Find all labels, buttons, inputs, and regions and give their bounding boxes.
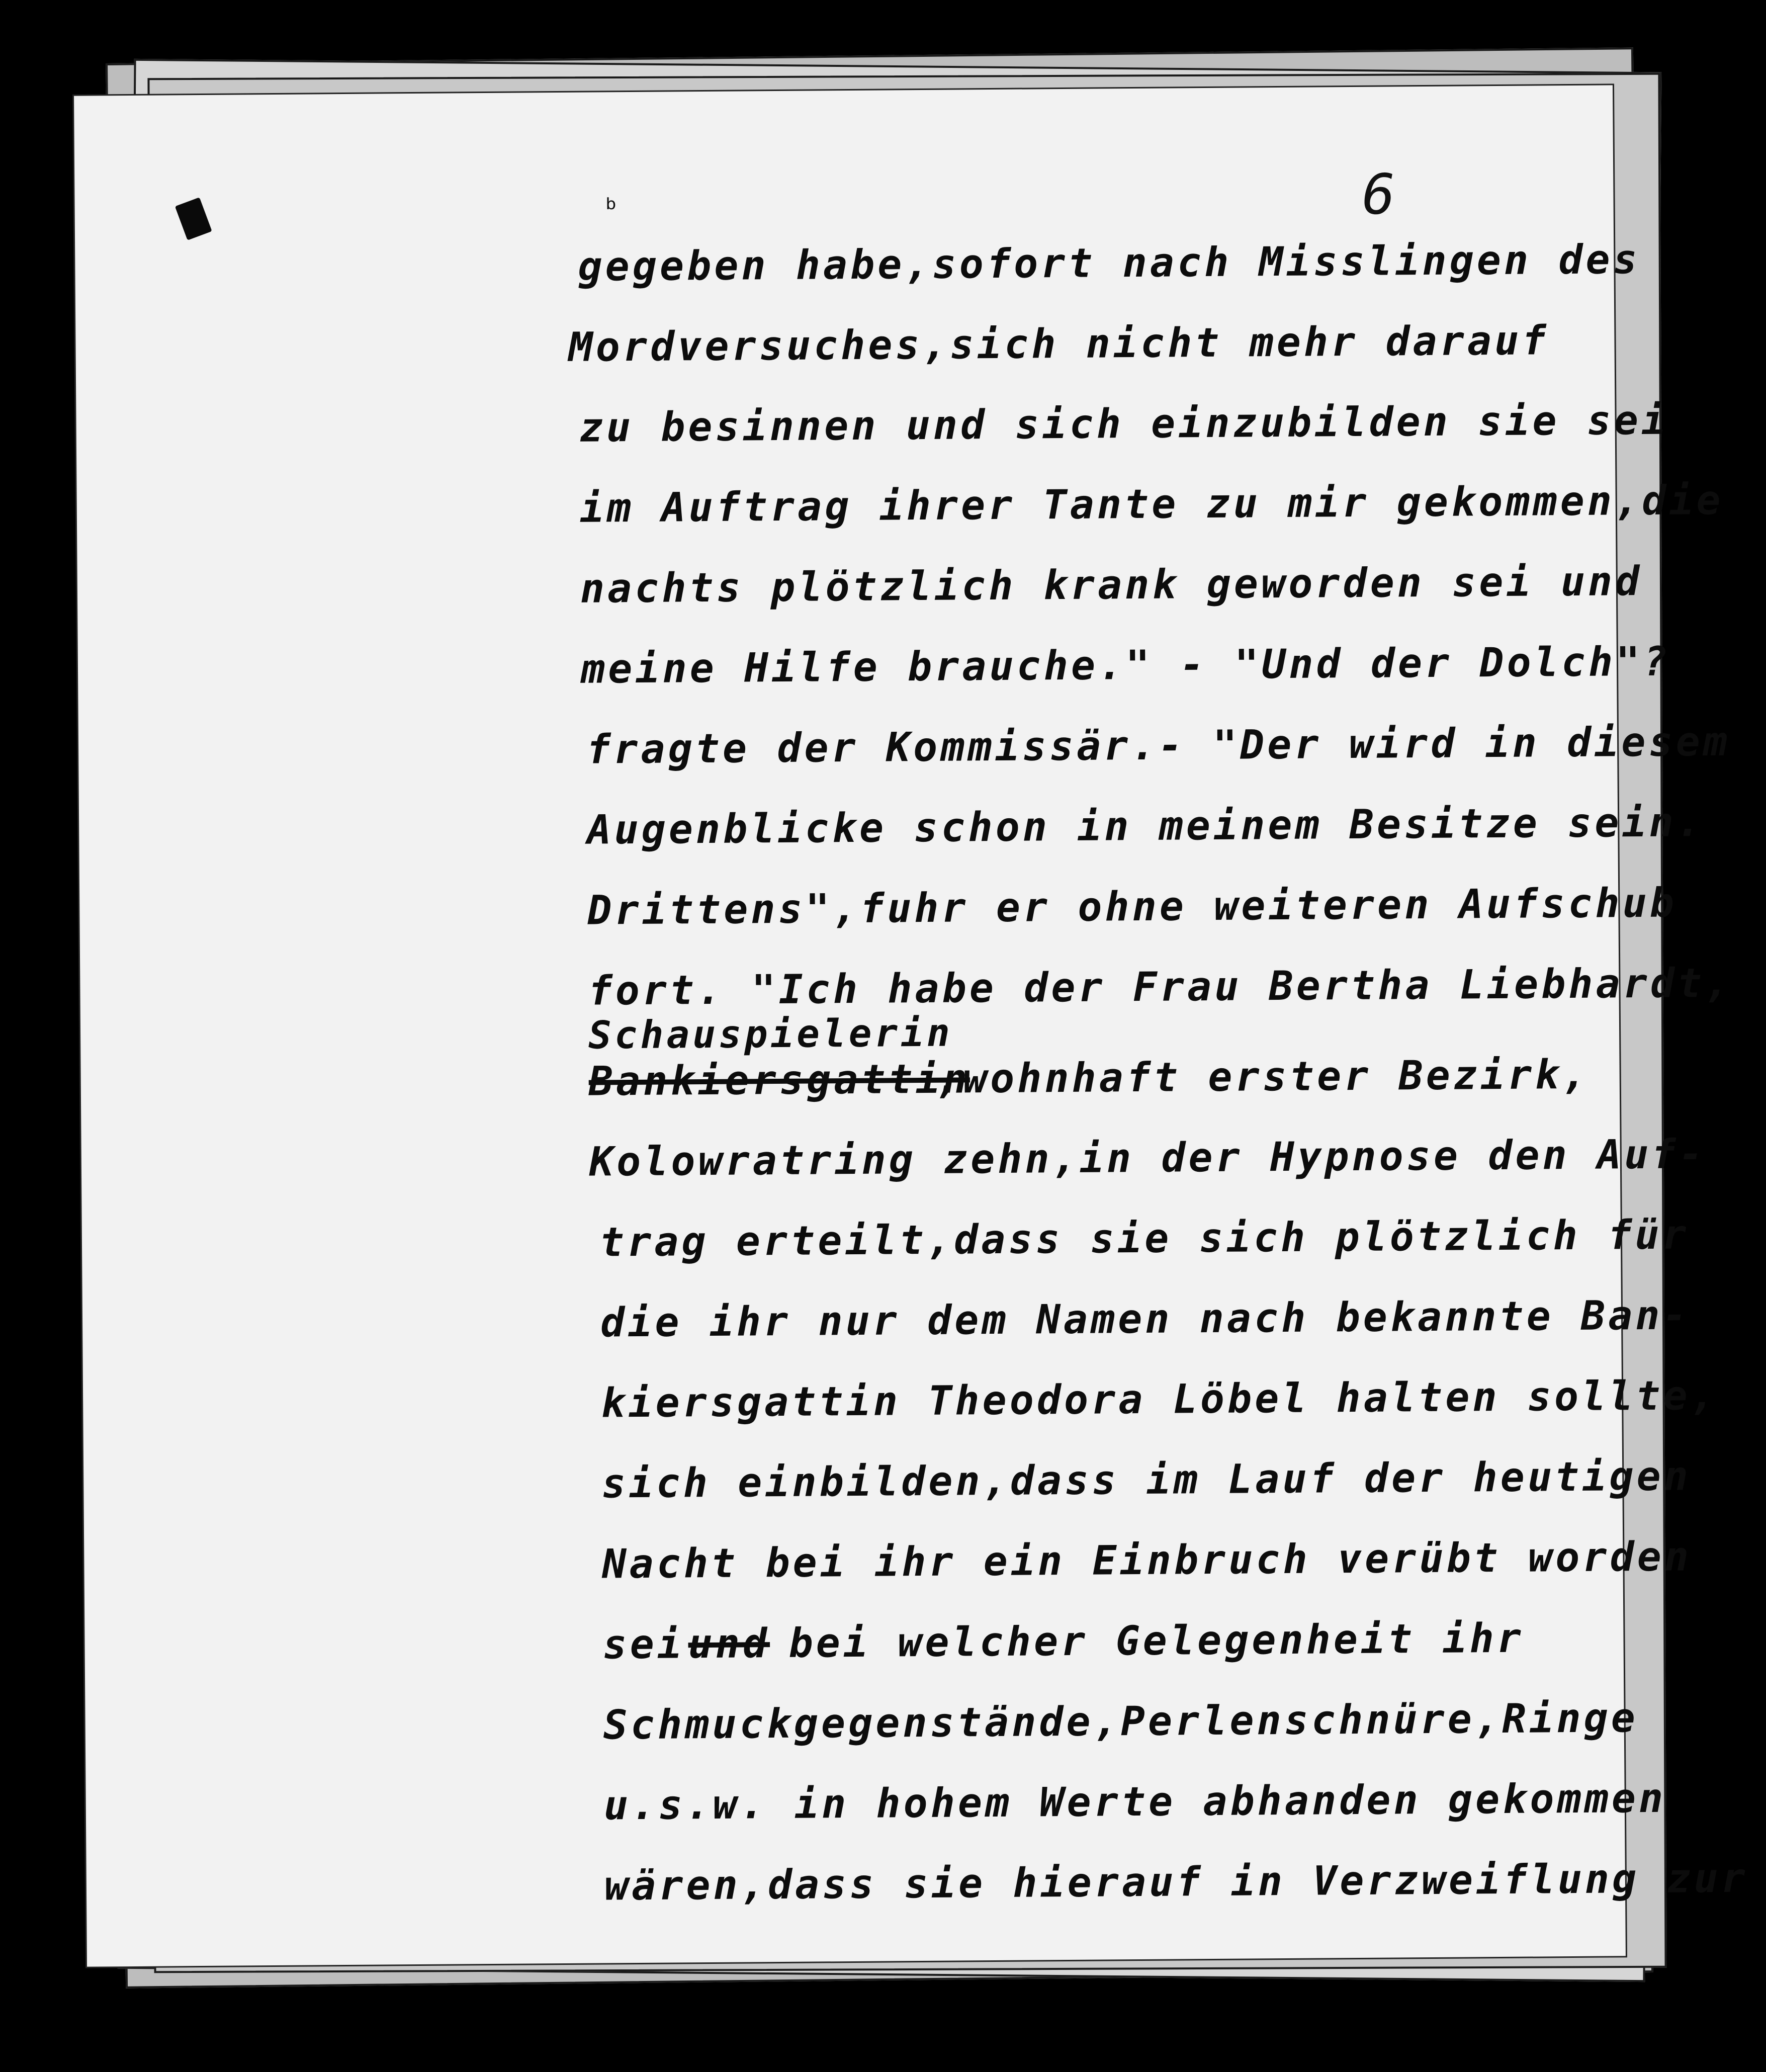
text-line: nachts plötzlich krank geworden sei und [580,557,1643,612]
struck-out-word: und [688,1620,770,1668]
text-line: ,wohnhaft erster Bezirk, [935,1051,1590,1102]
text-line: kiersgattin Theodora Löbel halten sollte, [600,1371,1718,1427]
text-line: Augenblicke schon in meinem Besitze sein. [586,799,1704,853]
handwritten-correction: Schauspielerin [588,1010,953,1058]
text-line: Schmuckgegenstände,Perlenschnüre,Ringe [603,1694,1639,1749]
text-line: Drittens",fuhr er ohne weiteren Aufschub [587,879,1677,934]
text-line: meine Hilfe brauche." - "Und der Dolch"? [580,638,1670,693]
text-line: Kolowratring zehn,in der Hypnose den Auf- [589,1131,1706,1185]
text-line: Mordversuches,sich nicht mehr darauf [568,317,1549,371]
text-line: die ihr nur dem Namen nach bekannte Ban- [600,1291,1690,1346]
struck-out-word: Bankiersgattin [588,1055,970,1105]
text-line: u.s.w. in hohem Werte abhanden gekommen [603,1774,1666,1829]
text-line: fort. "Ich habe der Frau Bertha Liebhardt, [588,959,1732,1014]
text-line: gegeben habe,sofort nach Misslingen des [578,235,1641,290]
body-text [74,85,1749,1966]
typewritten-page [74,85,1749,1966]
text-line: zu besinnen und sich einzubilden sie sei [579,396,1669,451]
text-line: im Auftrag ihrer Tante zu mir gekommen,die [579,476,1724,532]
text-line: wären,dass sie hierauf in Verzweiflung zur [604,1854,1749,1910]
text-line: Nacht bei ihr ein Einbruch verübt worden [602,1533,1692,1588]
corner-mark: ᵇ [602,193,620,226]
text-line: sich einbilden,dass im Lauf der heutigen [601,1452,1692,1507]
text-line: fragte der Kommissär.- "Der wird in diesem [586,718,1731,773]
text-line: sei [602,1620,685,1668]
text-line: trag erteilt,dass sie sich plötzlich für [599,1211,1690,1266]
page-number: 6 [1362,162,1396,227]
text-line: bei welcher Gelegenheit ihr [788,1614,1525,1667]
